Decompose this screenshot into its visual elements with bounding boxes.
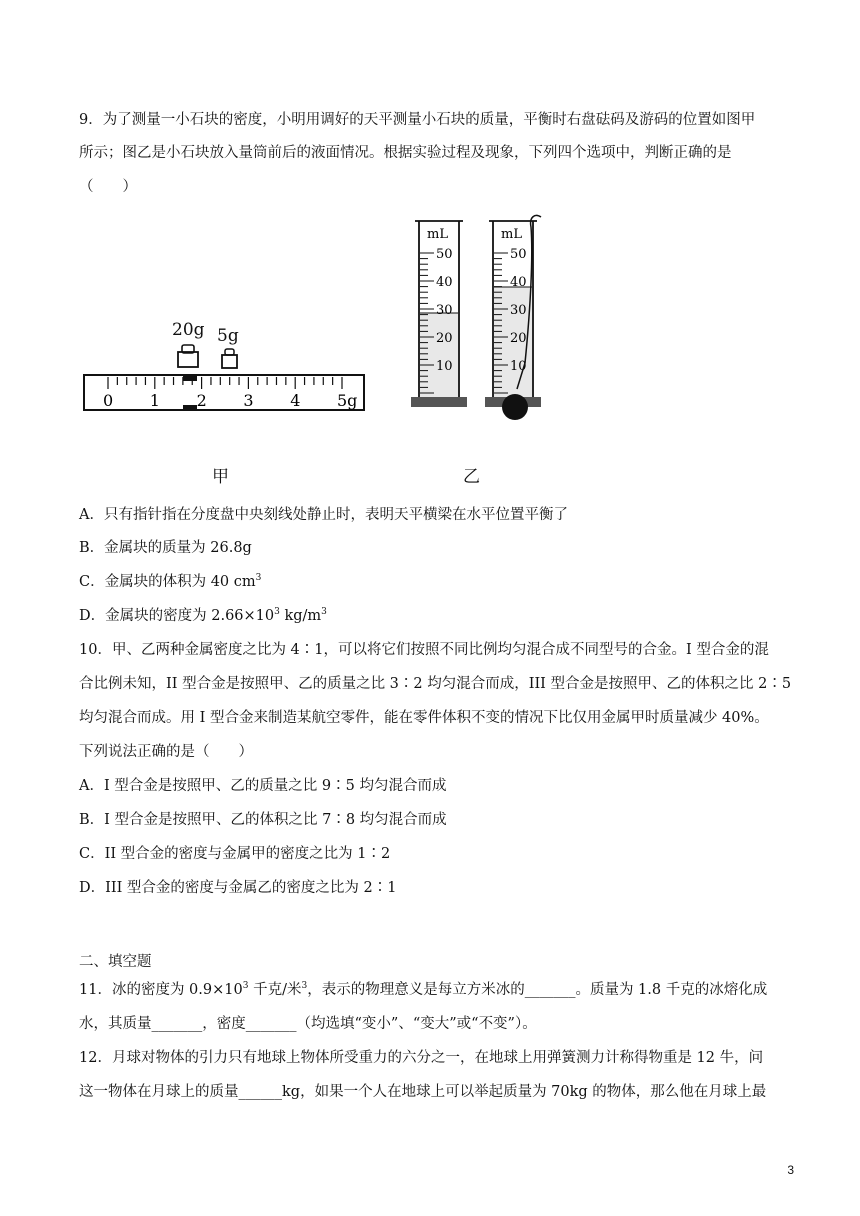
q10-option-a: A．I 型合金是按照甲、乙的质量之比 9∶5 均匀混合而成	[79, 778, 447, 794]
cylinder-tick-label: 10	[510, 359, 527, 374]
scale-label: 3	[243, 391, 254, 410]
cylinder-unit-right: mL	[501, 227, 522, 242]
cylinder-tick-label: 20	[510, 331, 527, 346]
cylinder-tick-label: 20	[436, 331, 453, 346]
scale-label: 1	[149, 391, 160, 410]
q12-line1: 12．月球对物体的引力只有地球上物体所受重力的六分之一，在地球上用弹簧测力计称得物重是 12 牛，问	[79, 1050, 764, 1066]
figure-label-yi: 乙	[463, 467, 480, 487]
cylinder-before	[411, 221, 467, 407]
cylinder-after	[485, 215, 541, 420]
scale-label: 5g	[337, 391, 358, 410]
rider-top	[183, 376, 197, 381]
rider-bottom	[183, 405, 197, 410]
q11-line2: 水，其质量_______，密度_______（均选填“变小”、“变大”或“不变”）。	[79, 1016, 537, 1032]
q10-line2: 合比例未知，II 型合金是按照甲、乙的质量之比 3∶2 均匀混合而成，III 型合金是按照甲、乙的体积之比 2∶5	[79, 676, 792, 692]
cylinder-unit-left: mL	[427, 227, 448, 242]
q9-line1: 9．为了测量一小石块的密度，小明用调好的天平测量小石块的质量，平衡时右盘砝码及游码的位置如图甲	[79, 112, 756, 128]
q9-option-c: C．金属块的体积为 40 $cm^3$	[79, 573, 262, 590]
q12-line2: 这一物体在月球上的质量______kg，如果一个人在地球上可以举起质量为 70kg 的物体，那么他在月球上最	[79, 1084, 767, 1100]
cylinder-figure	[405, 213, 555, 438]
q10-line1: 10．甲、乙两种金属密度之比为 4∶1，可以将它们按照不同比例均匀混合成不同型号的合金。I 型合金的混	[79, 642, 769, 658]
balance-figure	[80, 315, 370, 415]
q10-option-b: B．I 型合金是按照甲、乙的体积之比 7∶8 均匀混合而成	[79, 812, 447, 828]
weight-label-20g: 20g	[172, 320, 205, 340]
cylinder-tick-label: 40	[510, 275, 527, 290]
scale-label: 4	[290, 391, 301, 410]
q11-line1: 11．冰的密度为 $0.9\times 10^3$ 千克/米$^3$，表示的物理意义是每立方米冰的_______。质量为 1.8 千克的冰熔化成	[79, 981, 768, 998]
cylinder-tick-label: 30	[436, 303, 453, 318]
scale-label: 2	[196, 391, 207, 410]
stone-icon	[502, 394, 528, 420]
q10-line3: 均匀混合而成。用 I 型合金来制造某航空零件，能在零件体积不变的情况下比仅用金属甲时质量减少 40%。	[79, 710, 769, 726]
scale-label: 0	[103, 391, 114, 410]
weight-5g-icon	[222, 349, 237, 368]
weight-label-5g: 5g	[217, 326, 239, 346]
q10-line4: 下列说法正确的是（ ）	[79, 744, 253, 760]
section-title: 二、填空题	[79, 954, 152, 970]
cylinder-tick-label: 50	[436, 247, 453, 262]
weight-20g-icon	[178, 345, 198, 367]
page-number: 3	[787, 1163, 794, 1177]
cylinder-tick-label: 40	[436, 275, 453, 290]
q9-option-a: A．只有指针指在分度盘中央刻线处静止时，表明天平横梁在水平位置平衡了	[79, 507, 568, 523]
q10-option-c: C．II 型合金的密度与金属甲的密度之比为 1∶2	[79, 846, 391, 862]
q9-option-b: B．金属块的质量为 26.8g	[79, 540, 252, 556]
q10-option-d: D．III 型合金的密度与金属乙的密度之比为 2∶1	[79, 880, 397, 896]
cylinder-tick-label: 50	[510, 247, 527, 262]
cylinder-tick-label: 10	[436, 359, 453, 374]
cylinder-tick-label: 30	[510, 303, 527, 318]
q9-line2: 所示；图乙是小石块放入量筒前后的液面情况。根据实验过程及现象，下列四个选项中，判断正确的是	[79, 145, 732, 161]
q9-line3: （ ）	[79, 179, 137, 195]
q9-option-d: D．金属块的密度为 $2.66\times 10^3$ $kg/m^3$	[79, 607, 327, 624]
scale-bar	[84, 375, 364, 410]
figure-label-jia: 甲	[212, 467, 229, 487]
